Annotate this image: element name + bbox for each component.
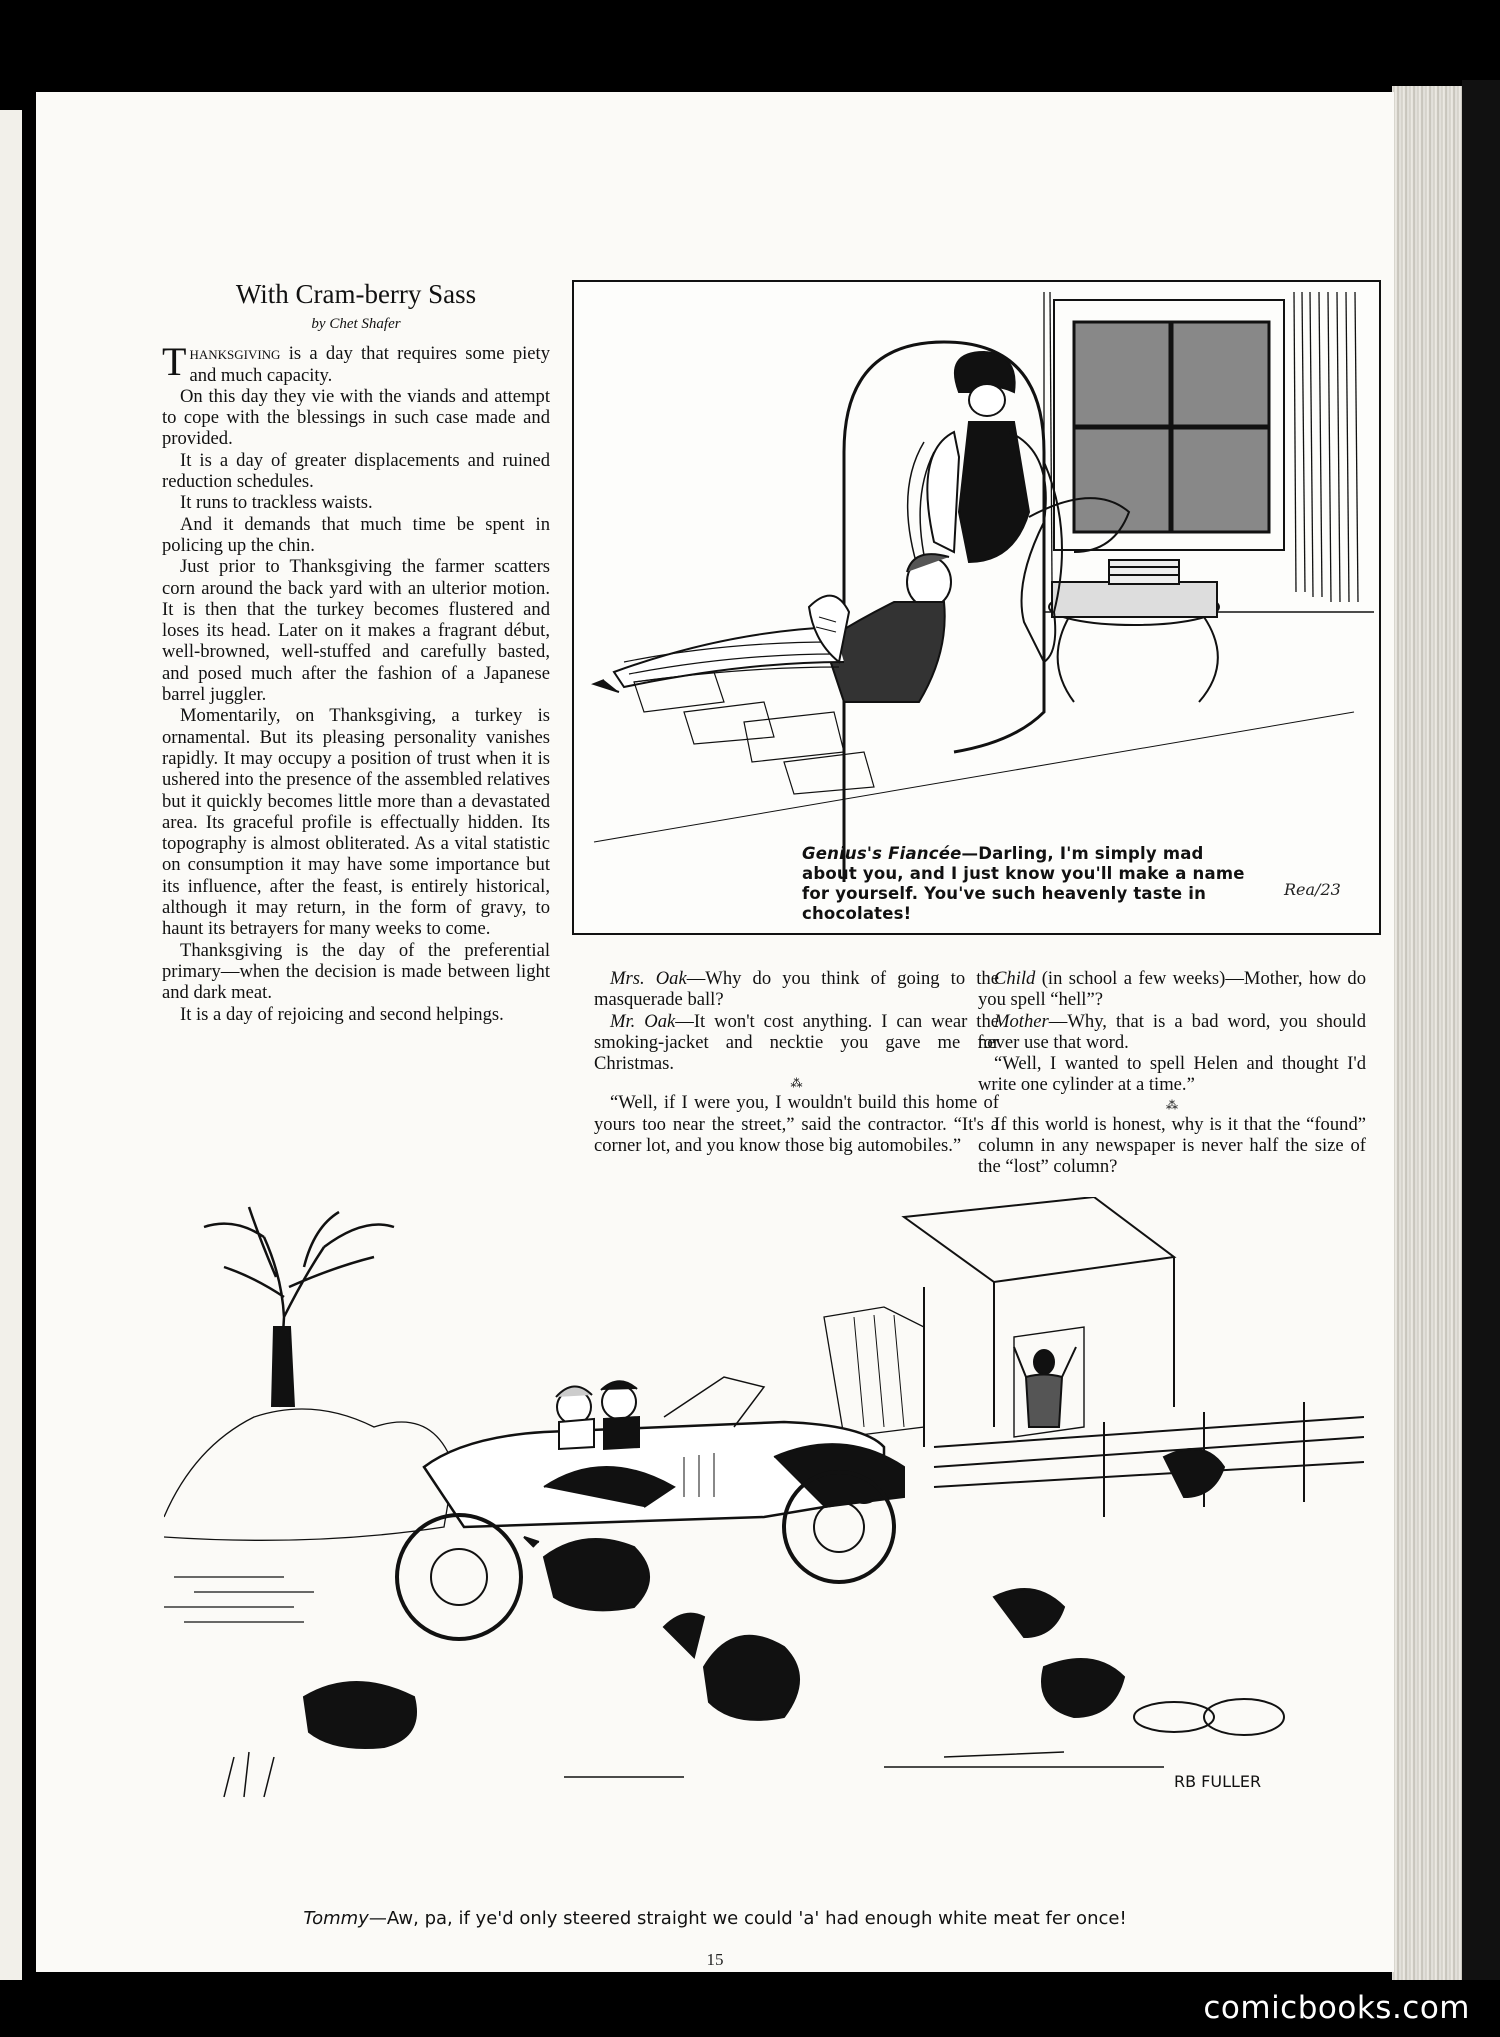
article-paragraph: Just prior to Thanksgiving the farmer scatters corn around the back yard with an ulterior motion. It is then that the turkey becomes flustered and loses its head. Later on it makes a fragrant début, well-browned, well-stuffed and carefully basted, and posed much after the fashion of a Japanese barrel juggler.	[162, 556, 550, 706]
joke-paragraph	[594, 1011, 999, 1075]
artist-signature: RB FULLER	[1174, 1772, 1262, 1791]
joke-text: —It won't cost anything. I can wear the smoking-jacket and necktie you gave me for Christmas.	[594, 1010, 999, 1075]
first-paragraph-text: is a day that requires some piety and much capacity.	[189, 343, 550, 386]
dust-cloud	[164, 1409, 454, 1540]
jokes-column-middle	[594, 968, 999, 1156]
fence	[934, 1402, 1364, 1517]
article-paragraph: It runs to trackless waists.	[180, 492, 373, 514]
artist-signature: Rea/23	[1284, 880, 1341, 899]
joke-separator: ⁂	[790, 1076, 803, 1091]
jokes-column-right	[978, 968, 1366, 1178]
article-paragraph: It is a day of greater displacements and ruined reduction schedules.	[162, 449, 550, 493]
barn	[824, 1197, 1174, 1447]
farmer	[1014, 1347, 1076, 1427]
small-caps-word: hanksgiving	[189, 343, 281, 365]
article-paragraph: Thanksgiving is the day of the preferential primary—when the decision is made between light and dark meat.	[162, 939, 550, 1004]
joke-paragraph: “Well, if I were you, I wouldn't build this home of yours too near the street,” said the contractor. “It's a corner lot, and you know those big automobiles.”	[594, 1092, 999, 1157]
caption-line: —Aw, pa, if ye'd only steered straight we could 'a' had enough white meat fer once!	[368, 1908, 1127, 1929]
joke-speaker: Mother	[994, 1010, 1049, 1032]
article-first-paragraph	[162, 339, 550, 386]
papers-on-floor	[634, 672, 874, 794]
joke-paragraph	[978, 1011, 1366, 1054]
watermark: comicbooks.com	[1203, 1990, 1470, 2026]
caption-speaker: Tommy	[303, 1908, 369, 1929]
joke-text: (in school a few weeks)—Mother, how do you spell “hell”?	[978, 968, 1366, 1011]
joke-separator: ⁂	[1166, 1097, 1178, 1112]
left-page-edge	[0, 110, 22, 1980]
cartoon-car-caption	[36, 1908, 1394, 1929]
article-paragraph: Momentarily, on Thanksgiving, a turkey is ornamental. But its pleasing personality vanishes rapidly. It may occupy a position of trust when it is ushered into the presence of the assembled relatives but it quickly becomes little more than a devastated area. Its graceful profile is effectually hidden. Its topography is almost obliterated. As a vital statistic on consumption it may have some importance but its influence, after the feast, is entirely historical, although it may return, in the form of gravy, to haunt its betrayers for many weeks to come.	[162, 705, 550, 940]
speeding-car	[397, 1377, 904, 1639]
article-paragraph: On this day they vie with the viands and attempt to cope with the blessings in such case made and provided.	[162, 385, 550, 450]
joke-paragraph	[594, 968, 999, 1011]
joke-speaker: Mr. Oak	[610, 1010, 676, 1032]
cartoon-fiancee-caption	[802, 844, 1262, 924]
joke-speaker: Child	[994, 968, 1036, 989]
article-paragraph: And it demands that much time be spent in policing up the chin.	[162, 513, 550, 556]
bare-tree	[204, 1207, 394, 1407]
article	[162, 278, 550, 1025]
article-paragraph: It is a day of rejoicing and second helpings.	[180, 1003, 504, 1025]
caption-line: —Darling, I'm simply mad about you, and I just know you'll make a name for yourself. You've such heavenly taste in chocolates!	[802, 844, 1245, 923]
book-edge-shadow	[1462, 80, 1500, 1980]
page-number: 15	[706, 1950, 724, 1969]
joke-paragraph: If this world is honest, why is it that the “found” column in any newspaper is never half the size of the “lost” column?	[978, 1113, 1366, 1178]
joke-text: —Why do you think of going to the masquerade ball?	[594, 968, 999, 1011]
joke-text: —Why, that is a bad word, you should never use that word.	[978, 1010, 1366, 1053]
joke-paragraph: “Well, I wanted to spell Helen and thought I'd write one cylinder at a time.”	[978, 1053, 1366, 1096]
cartoon-fiancee	[572, 280, 1381, 935]
caption-speaker: Genius's Fiancée	[802, 844, 962, 863]
book-page-edges	[1392, 86, 1462, 1980]
joke-paragraph	[978, 968, 1366, 1011]
side-table	[1049, 560, 1219, 702]
cartoon-fiancee-illustration	[574, 282, 1379, 933]
magazine-page	[36, 92, 1394, 1972]
cartoon-car-turkeys	[164, 1197, 1364, 1887]
article-byline: by Chet Shafer	[311, 316, 401, 332]
joke-speaker: Mrs. Oak	[610, 968, 687, 989]
drop-cap: T	[162, 339, 187, 385]
article-title: With Cram-berry Sass	[235, 279, 477, 309]
